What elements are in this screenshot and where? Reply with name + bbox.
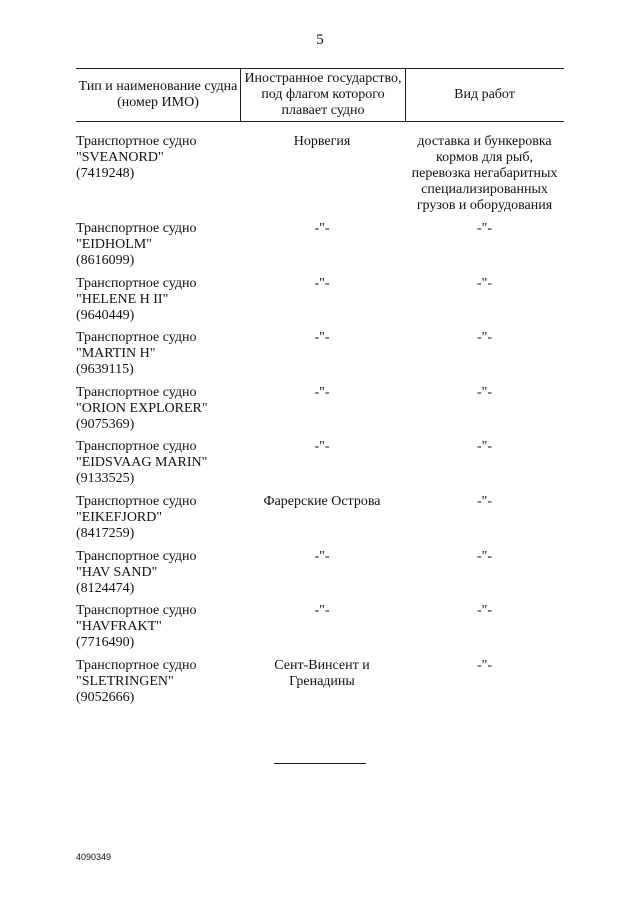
flag-cell: -"- (314, 275, 330, 291)
flag-cell: -"- (314, 384, 330, 400)
vessel-cell: Транспортное судно "SVEANORD" (7419248) (76, 134, 197, 181)
work-cell: -"- (476, 275, 493, 291)
flag-cell: -"- (314, 330, 330, 346)
document-code: 4090349 (76, 852, 112, 862)
flag-cell: -"- (314, 439, 330, 455)
header-flag-state-label: Иностранное государство, под флагом которого плавает судно (244, 71, 402, 118)
vessel-cell: Транспортное судно "EIDHOLM" (8616099) (76, 221, 197, 268)
work-cell: -"- (476, 603, 493, 619)
flag-cell: -"- (314, 603, 330, 619)
vessel-cell: Транспортное судно "MARTIN H" (9639115) (76, 330, 197, 378)
table-row (76, 221, 564, 276)
work-cell: -"- (476, 493, 493, 509)
header-vessel-type-label: Тип и наименование судна (номер ИМО) (78, 79, 238, 110)
vessel-cell: Транспортное судно "EIKEFJORD" (8417259) (76, 493, 197, 541)
table-body (76, 134, 564, 712)
work-cell: -"- (476, 384, 493, 400)
flag-cell: Сент-Винсент и Гренадины (274, 657, 370, 689)
vessel-cell: Транспортное судно "HELENE H II" (9640449) (76, 275, 197, 323)
header-work-type-label: Вид работ (454, 87, 515, 102)
table-row (76, 276, 564, 331)
work-cell: -"- (476, 548, 493, 564)
work-cell: доставка и бункеровка кормов для рыб, перевозка негабаритных специализированных грузов и оборудования (411, 134, 558, 213)
flag-cell: Норвегия (293, 134, 351, 149)
table-row (76, 134, 564, 221)
work-cell: -"- (476, 221, 493, 236)
table-row (76, 603, 564, 658)
table-row (76, 658, 564, 713)
table-row (76, 385, 564, 440)
vessel-cell: Транспортное судно "HAV SAND" (8124474) (76, 548, 197, 596)
vessel-cell: Транспортное судно "EIDSVAAG MARIN" (9133525) (76, 439, 208, 487)
end-of-document-divider (274, 763, 366, 764)
page-number: 5 (316, 32, 324, 48)
header-work-type (405, 69, 564, 121)
vessel-cell: Транспортное судно "ORION EXPLORER" (9075369) (76, 384, 208, 432)
table-row (76, 549, 564, 604)
table-header (76, 68, 564, 122)
header-vessel-type (76, 69, 240, 121)
table-row (76, 330, 564, 385)
header-flag-state (240, 69, 406, 121)
vessel-cell: Транспортное судно "HAVFRAKT" (7716490) (76, 603, 197, 651)
work-cell: -"- (476, 330, 493, 346)
table-row (76, 494, 564, 549)
work-cell: -"- (476, 657, 493, 673)
table-row (76, 439, 564, 494)
flag-cell: -"- (314, 548, 330, 564)
flag-cell: Фарерские Острова (263, 493, 381, 509)
flag-cell: -"- (314, 221, 330, 236)
work-cell: -"- (476, 439, 493, 455)
vessel-cell: Транспортное судно "SLETRINGEN" (9052666) (76, 657, 197, 705)
